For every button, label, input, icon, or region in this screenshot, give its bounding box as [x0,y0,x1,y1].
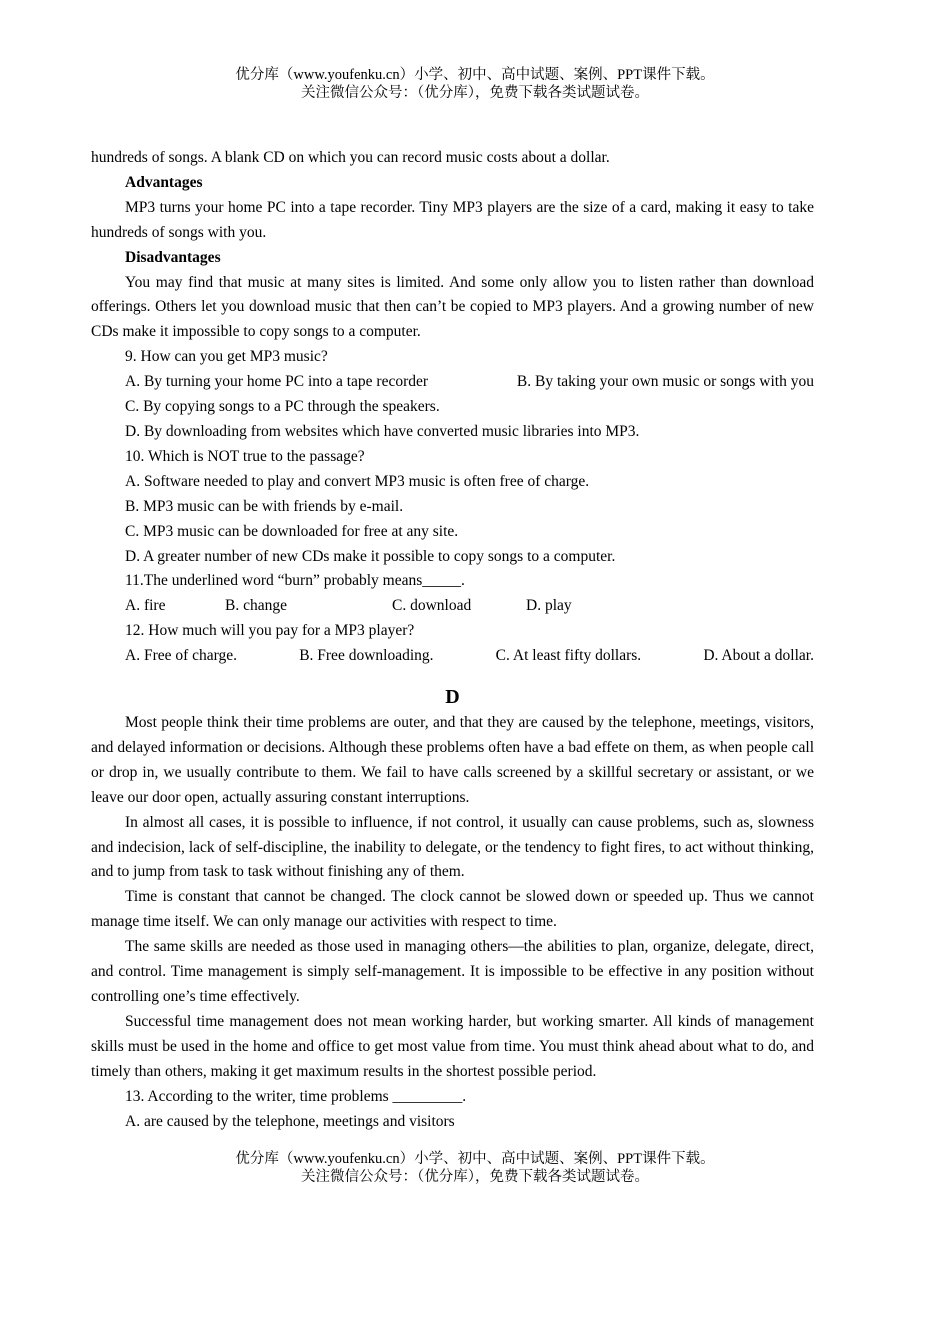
advantages-heading: Advantages [125,173,203,191]
disadvantages-heading: Disadvantages [125,248,221,266]
passage-d-paragraph: In almost all cases, it is possible to influence, if not control, it usually can cause problems, such as, slowness and indecision, lack of self-discipline, the inability to delegate, or the tendency to fight fires, to act without thinking, and to jump from task to task without finishing any of them. [91,813,814,881]
option-d: D. play [526,597,572,615]
option-b: B. By taking your own music or songs with you [516,373,814,391]
option-a: A. By turning your home PC into a tape recorder [125,373,429,391]
option-c: C. download [392,597,472,615]
option-a: A. fire [125,597,166,615]
passage-d-paragraph: Most people think their time problems are outer, and that they are caused by the telephone, meetings, visitors, and delayed information or decisions. Although these problems often have a bad effete on them, as when people call or drop in, we usually contribute to them. We fail to have calls screened by a skillful secretary or assistant, or we leave our door open, actually assuring constant interruptions. [91,714,814,806]
passage-d-title: D [445,686,460,709]
document-body [91,146,814,1134]
header-line-2: 关注微信公众号：（优分库），免费下载各类试题试卷。 [301,85,649,101]
footer-line-2: 关注微信公众号：（优分库），免费下载各类试题试卷。 [301,1169,649,1185]
footer-line-1: 优分库（www.youfenku.cn）小学、初中、高中试题、案例、PPT课件下载。 [235,1151,715,1167]
question-11: 11.The underlined word “burn” probably means_____. [125,572,465,590]
header-line-1: 优分库（www.youfenku.cn）小学、初中、高中试题、案例、PPT课件下载。 [235,67,715,83]
question-12: 12. How much will you pay for a MP3 player? [125,622,415,640]
option-a: A. Free of charge. [125,647,238,665]
option-a: A. are caused by the telephone, meetings and visitors [125,1112,455,1130]
question-9-options-ab [91,370,814,395]
option-d: D. By downloading from websites which have converted music libraries into MP3. [125,422,640,440]
option-d: D. A greater number of new CDs make it possible to copy songs to a computer. [125,547,616,565]
passage-c-continuation: hundreds of songs. A blank CD on which you can record music costs about a dollar. [91,149,610,166]
option-b: B. change [225,597,287,615]
advantages-text: MP3 turns your home PC into a tape recorder. Tiny MP3 players are the size of a card, making it easy to take hundreds of songs with you. [91,198,814,241]
question-13: 13. According to the writer, time problems _________. [125,1087,467,1105]
option-d: D. About a dollar. [703,647,814,665]
question-9: 9. How can you get MP3 music? [125,348,328,366]
passage-d-paragraph: Time is constant that cannot be changed. The clock cannot be slowed down or speeded up. Thus we cannot manage time itself. We can only manage our activities with respect to time. [91,888,814,931]
question-11-options [91,594,814,619]
option-c: C. MP3 music can be downloaded for free at any site. [125,522,459,540]
page-footer [0,1150,950,1186]
option-b: B. MP3 music can be with friends by e-mail. [125,497,404,515]
page-header [0,66,950,102]
question-12-options [91,644,814,669]
passage-d-paragraph: Successful time management does not mean working harder, but working smarter. All kinds of management skills must be used in the home and office to get most value from time. You must think ahead about what to do, and timely than others, making it get maximum results in the shortest possible period. [91,1012,814,1080]
passage-d-paragraph: The same skills are needed as those used in managing others—the abilities to plan, organize, delegate, direct, and control. Time management is simply self-management. It is impossible to be effective in any position without controlling one’s time effectively. [91,938,814,1005]
option-b: B. Free downloading. [299,647,434,665]
question-10: 10. Which is NOT true to the passage? [125,447,365,465]
option-a: A. Software needed to play and convert MP3 music is often free of charge. [125,472,590,490]
disadvantages-text: You may find that music at many sites is limited. And some only allow you to listen rather than download offerings. Others let you download music that then can’t be copied to MP3 players. And a growing number of new CDs make it impossible to copy songs to a computer. [91,273,814,341]
option-c: C. At least fifty dollars. [495,647,642,665]
option-c: C. By copying songs to a PC through the speakers. [125,398,440,416]
